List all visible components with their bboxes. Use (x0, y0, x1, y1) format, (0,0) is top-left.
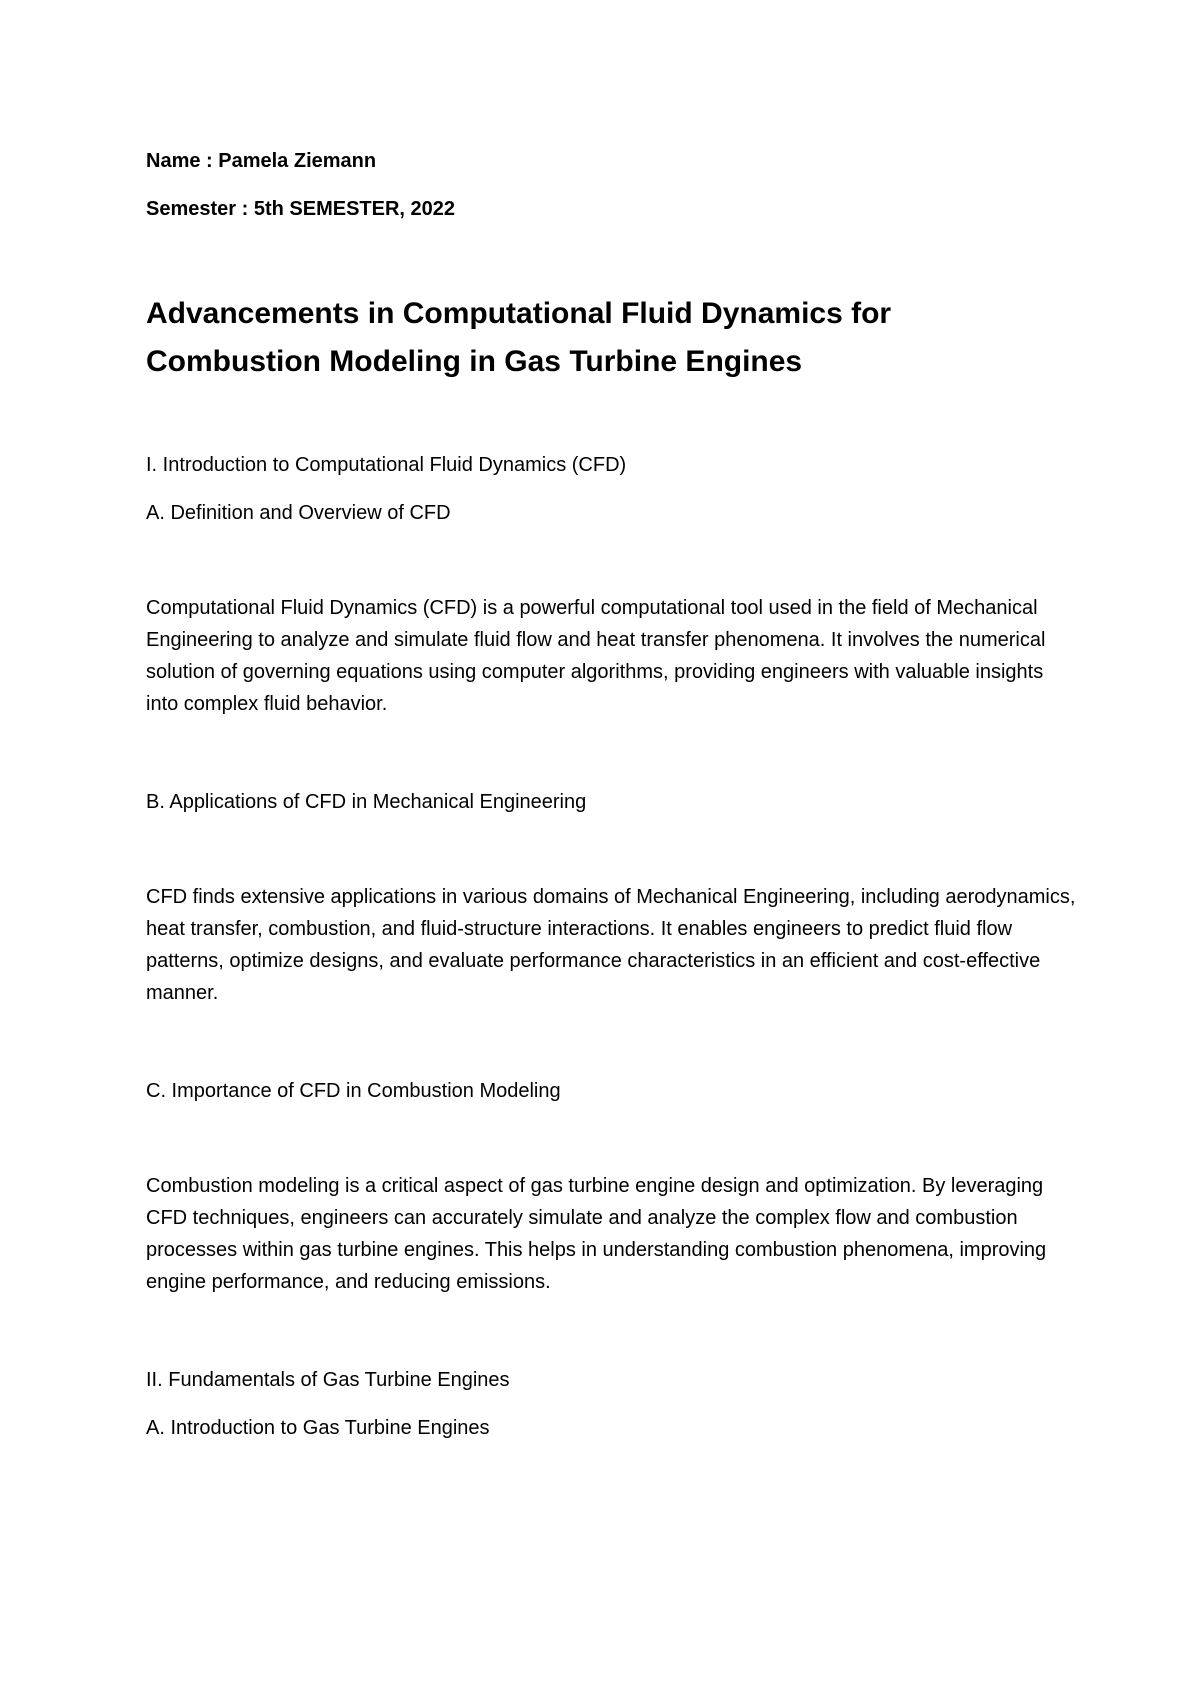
paragraph-1b: CFD finds extensive applications in various domains of Mechanical Engineering, including aerodynamics, heat transfer, combustion, and fluid-structure interactions. It enables engineers to predict fluid flow patterns, optimize designs, and evaluate performance characteristics in an efficient and cost-effective manner. (146, 886, 1076, 1004)
subsection-heading-1a: A. Definition and Overview of CFD (146, 502, 451, 524)
document-title: Advancements in Computational Fluid Dynamics for Combustion Modeling in Gas Turbine Engines (146, 297, 892, 378)
section-heading-1: I. Introduction to Computational Fluid Dynamics (CFD) (146, 454, 627, 476)
student-name: Name : Pamela Ziemann (146, 150, 377, 172)
semester-info: Semester : 5th SEMESTER, 2022 (146, 198, 456, 220)
section-heading-2: II. Fundamentals of Gas Turbine Engines (146, 1369, 510, 1391)
paragraph-1a: Computational Fluid Dynamics (CFD) is a powerful computational tool used in the field of Mechanical Engineering to analyze and simulate fluid flow and heat transfer phenomena. It involves the numerical solution of governing equations using computer algorithms, providing engineers with valuable insights into complex fluid behavior. (146, 597, 1046, 715)
subsection-heading-1c: C. Importance of CFD in Combustion Modeling (146, 1080, 561, 1102)
paragraph-1c: Combustion modeling is a critical aspect of gas turbine engine design and optimization. By leveraging CFD techniques, engineers can accurately simulate and analyze the complex flow and combustion processes within gas turbine engines. This helps in understanding combustion phenomena, improving engine performance, and reducing emissions. (146, 1175, 1047, 1293)
subsection-heading-2a: A. Introduction to Gas Turbine Engines (146, 1417, 490, 1439)
subsection-heading-1b: B. Applications of CFD in Mechanical Engineering (146, 791, 587, 813)
